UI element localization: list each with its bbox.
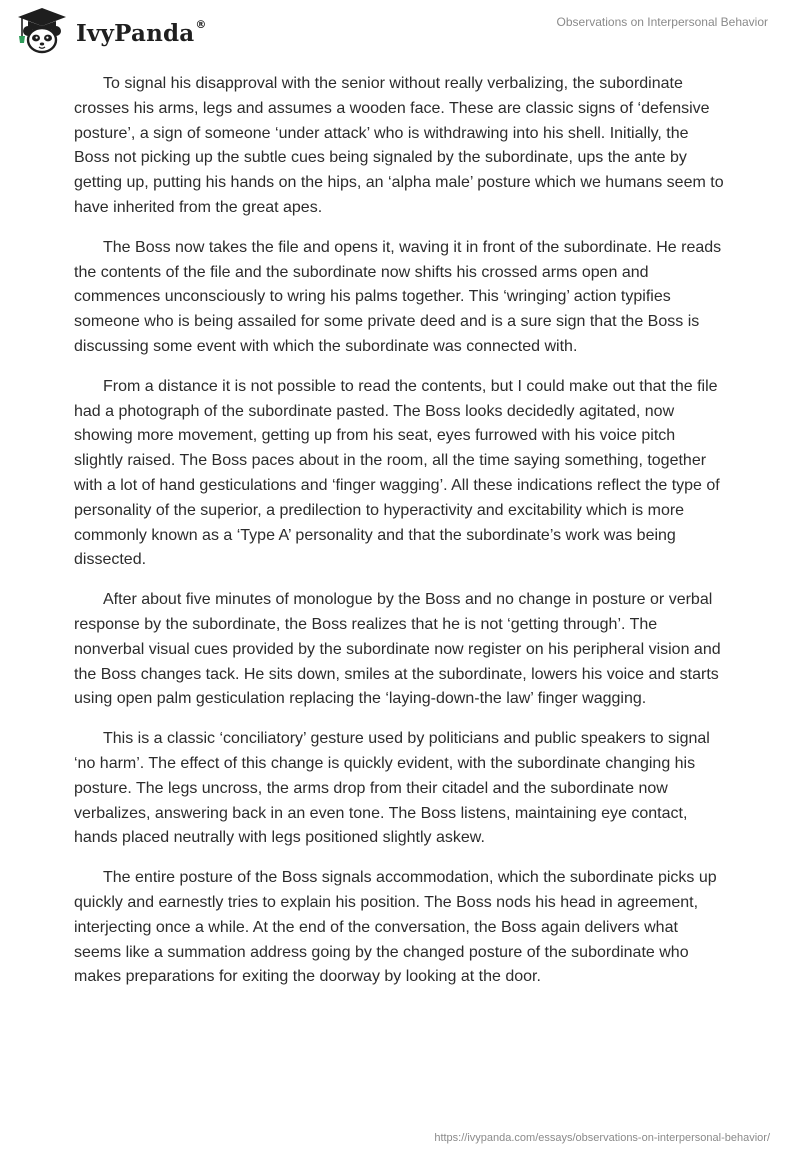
source-url[interactable]: https://ivypanda.com/essays/observations-on-interpersonal-behavior/: [434, 1132, 770, 1144]
registered-mark: ®: [195, 17, 207, 31]
document-title: Observations on Interpersonal Behavior: [556, 15, 768, 29]
paragraph: After about five minutes of monologue by the Boss and no change in posture or verbal response by the subordinate, the Boss realizes that he is not ‘getting through’. The nonverbal visual cues provided by the subordinate now register on his peripheral vision and the Boss changes tack. He sits down, smiles at the subordinate, lowers his voice and starts using open palm gesticulation replacing the ‘laying-down-the law’ finger wagging.: [74, 591, 721, 708]
brand-logo[interactable]: [14, 6, 207, 56]
essay-body: [74, 72, 724, 1005]
paragraph: The entire posture of the Boss signals accommodation, which the subordinate picks up quickly and earnestly tries to explain his position. The Boss nods his head in agreement, interjecting once a while. At the end of the conversation, the Boss again delivers what seems like a summation address going by the changed posture of the subordinate who makes preparations for exiting the doorway by looking at the door.: [74, 869, 717, 986]
paragraph: To signal his disapproval with the senior without really verbalizing, the subordinate crosses his arms, legs and assumes a wooden face. These are classic signs of ‘defensive posture’, a sign of someone ‘under attack’ who is withdrawing into his shell. Initially, the Boss not picking up the subtle cues being signaled by the subordinate, ups the ante by getting up, putting his hands on the hips, an ‘alpha male’ posture which we humans seem to have inherited from the great apes.: [74, 75, 724, 216]
paragraph: The Boss now takes the file and opens it, waving it in front of the subordinate. He reads the contents of the file and the subordinate now shifts his crossed arms open and commences unconsciously to wring his palms together. This ‘wringing’ action typifies someone who is being assailed for some private deed and is a sure sign that the Boss is discussing some event with which the subordinate was connected with.: [74, 238, 722, 355]
panda-graduate-icon: [14, 6, 70, 56]
page-header: [0, 0, 800, 60]
paragraph: From a distance it is not possible to read the contents, but I could make out that the file had a photograph of the subordinate pasted. The Boss looks decidedly agitated, now showing more movement, getting up from his seat, eyes furrowed with his voice pitch slightly raised. The Boss paces about in the room, all the time saying something, together with a lot of hand gesticulations and ‘finger wagging’. All these indications reflect the type of personality of the superior, a predilection to hyperactivity and excitability which is more commonly known as a ‘Type A’ personality and that the subordinate’s work was being dissected.: [74, 377, 720, 569]
brand-name: IvyPanda®: [76, 17, 207, 47]
paragraph: This is a classic ‘conciliatory’ gesture used by politicians and public speakers to signal ‘no harm’. The effect of this change is quickly evident, with the subordinate changing his posture. The legs uncross, the arms drop from their citadel and the subordinate now verbalizes, answering back in an even tone. The Boss listens, maintaining eye contact, hands placed neutrally with legs positioned slightly askew.: [74, 730, 710, 847]
